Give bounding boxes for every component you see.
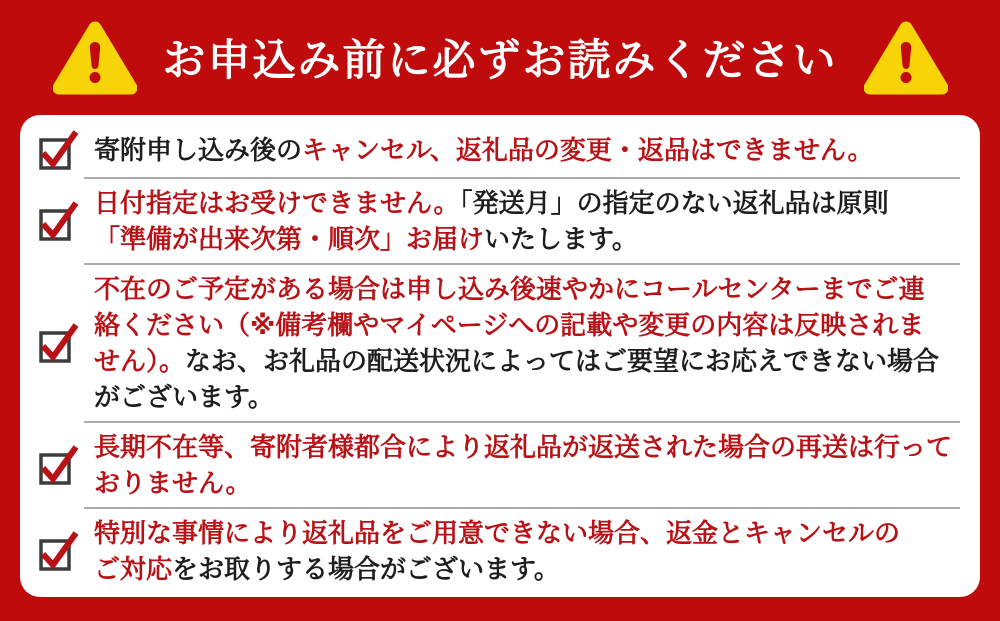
text-segment: 「発送月」の指定のない返礼品は原則 [459,188,889,218]
notice-item-3 [37,265,968,421]
text-segment: せん）。 [94,346,186,376]
text-segment: ご対応 [94,554,173,584]
notice-text [94,132,874,168]
notice-item-1 [37,123,968,177]
checkbox-icon [37,129,79,171]
notice-text [94,185,889,257]
header [0,0,1000,115]
notice-item-4 [37,423,968,507]
text-segment: 「準備が出来次第・順次」お届け [94,224,485,254]
text-segment: がございます。 [94,382,274,412]
text-segment: 特別な事情により返礼品をご用意できない場合、返金とキャンセルの [94,518,901,548]
text-segment: 長期不在等、寄附者様都合により返礼品が返送された場合の再送は行って [94,432,953,462]
checkbox-icon [37,530,79,572]
checkbox-icon [37,322,79,364]
notice-text [94,429,952,501]
notice-list [20,115,980,597]
warning-triangle-icon [864,18,948,98]
text-segment: なお、お礼品の配送状況によってはご要望にお応えできない場合 [185,346,940,376]
notice-item-2 [37,179,968,263]
text-segment: をお取りする場合がございます。 [172,554,560,584]
checkbox-icon [37,200,79,242]
text-segment: 絡ください（※備考欄やマイページへの記載や変更の内容は反映されま [94,310,925,340]
text-segment: いたします。 [484,224,638,254]
notice-text [94,271,939,415]
warning-triangle-icon [53,18,137,98]
page-title: お申込み前に必ずお読みください [162,37,838,85]
notice-text [94,515,900,587]
text-segment: 不在のご予定がある場合は申し込み後速やかにコールセンターまでご連 [94,274,925,304]
notice-item-5 [37,509,968,593]
text-segment: キャンセル、返礼品の変更・返品はできません。 [302,135,874,165]
text-segment: 日付指定はお受けできません。 [94,188,460,218]
text-segment: 寄附申し込み後の [94,135,303,165]
checkbox-icon [37,444,79,486]
text-segment: おりません。 [94,468,252,498]
